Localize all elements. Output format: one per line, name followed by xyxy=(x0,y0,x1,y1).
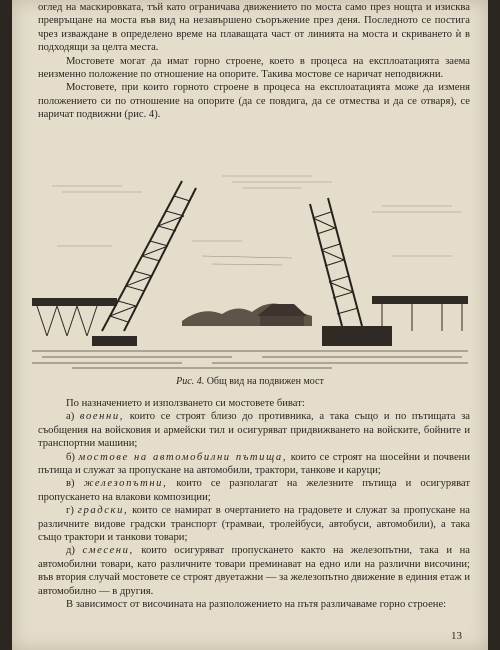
paragraph-masking: оглед на маскировката, тъй като ограничава движението по моста само през нощта и изисква превръщане на моста във вид на незавършено съоръжение през деня. Последното се постига чрез изваждане в определено време на плаващата част от линията на моста и скриването ѝ в подходящи за целта места. xyxy=(38,2,470,54)
list-item-urban: г) градски, които се намират в очертанието на градовете и служат за пропускане на различните видове градски транспорт (трамваи, тролейбуси, автобуси, автомобили), а така също трактори и танкови товари; xyxy=(38,505,470,544)
classification-text-block xyxy=(38,397,470,612)
list-item-military: а) военни, които се строят близо до противника, а така също и по пътищата за съобщения на войсковия и армейски тил и осигуряват придвижването на войските, бойните и транспортни машини; xyxy=(38,411,470,450)
figure-caption-text: Общ вид на подвижен мост xyxy=(206,376,324,387)
top-text-block xyxy=(38,1,470,122)
book-page xyxy=(12,0,488,650)
classification-intro: По назначението и използването си мостовете биват: xyxy=(66,398,305,409)
paragraph-fixed-bridges: Мостовете могат да имат горно строене, което в процеса на експлоатацията заема неизменно положение по отношение на опорите. Такива мостове се наричат неподвижни. xyxy=(38,55,470,81)
page-number: 13 xyxy=(451,630,462,642)
bascule-bridge-illustration xyxy=(32,146,468,371)
paragraph-road-height: В зависимост от височината на разположението на пътя различаваме горно строене: xyxy=(66,599,447,611)
list-item-mixed: д) смесени, които осигуряват пропускането както на железопътни, така и на автомобилни товари, като различните товари преминават на едно или на различни височини; във втория случай мостовете се строят двуетажни — за железопътно движение в единия етаж и автомобилно — в другия. xyxy=(38,545,470,597)
figure-label: Рис. 4. xyxy=(176,376,205,387)
paragraph-movable-bridges: Мостовете, при които горното строене в процеса на експлоатацията може да изменя положението си по отношение на опорите (да се повдига, да се отмества и да се отваря), се наричат подвижни (рис. 4). xyxy=(38,82,470,121)
list-item-railway: в) железопътни, които се разполагат на железните пътища и осигуряват пропускането на влакови композиции; xyxy=(38,478,470,503)
list-item-motorway: б) мостове на автомобилни пътища, които се строят на шосейни и почвени пътища и служат за пропускане на автомобили, трактори, танкове и каруци; xyxy=(38,451,470,477)
figure-caption xyxy=(12,376,488,387)
